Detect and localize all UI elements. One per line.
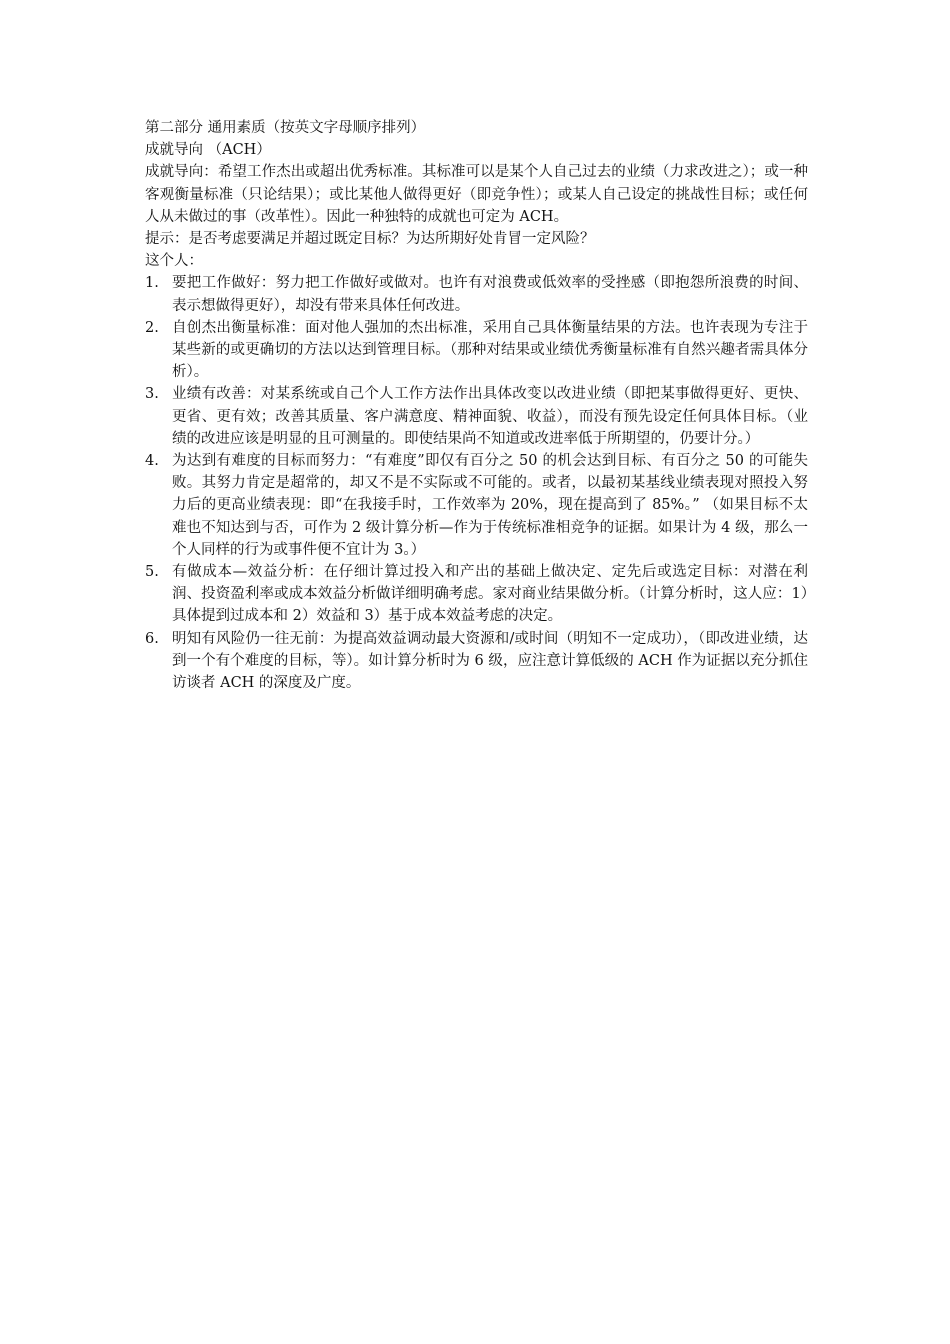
list-item <box>145 628 808 695</box>
hint-line: 提示：是否考虑要满足并超过既定目标？为达所期好处肯冒一定风险？ <box>145 231 595 248</box>
competency-title: 成就导向 （ACH） <box>145 142 271 159</box>
list-item-text: 要把工作做好：努力把工作做好或做对。也许有对浪费或低效率的受挫感（即抱怨所浪费的时间、表示想做得更好），却没有带来具体任何改进。 <box>172 275 808 314</box>
definition-paragraph: 成就导向：希望工作杰出或超出优秀标准。其标准可以是某个人自己过去的业绩（力求改进之）；或一种客观衡量标准（只论结果）；或比某他人做得更好（即竞争性）；或某人自己设定的挑战性目标；或任何人从未做过的事（改革性）。因此一种独特的成就也可定为 ACH。 <box>145 164 808 225</box>
list-item <box>145 272 808 316</box>
list-item <box>145 561 808 628</box>
list-item-number: 2. <box>145 319 159 336</box>
list-item-text: 有做成本—效益分析：在仔细计算过投入和产出的基础上做决定、定先后或选定目标：对潜在利润、投资盈利率或成本效益分析做详细明确考虑。家对商业结果做分析。（计算分析时，这人应：1）具体提到过成本和 2）效益和 3）基于成本效益考虑的决定。 <box>172 564 808 625</box>
list-item-number: 6. <box>145 630 159 647</box>
list-item <box>145 450 808 561</box>
list-item-number: 1. <box>145 275 159 292</box>
list-item-text: 明知有风险仍一往无前：为提高效益调动最大资源和/或时间（明知不一定成功），（即改进业绩，达到一个有个难度的目标，等）。如计算分析时为 6 级，应注意计算低级的 ACH 作为证据以充分抓住访谈者 ACH 的深度及广度。 <box>172 630 808 692</box>
section-title: 第二部分 通用素质（按英文字母顺序排列） <box>145 120 426 136</box>
list-item-number: 4. <box>145 453 159 470</box>
list-item-text: 为达到有难度的目标而努力：“有难度”即仅有百分之 50 的机会达到目标、有百分之 50 的可能失败。其努力肯定是超常的，却又不是不实际或不可能的。或者，以最初某基线业绩表现对照投入努力后的更高业绩表现：即“在我接手时，工作效率为 20%，现在提高到了 85%。” （如果目标不太难也不知达到与否，可作为 2 级计算分析—作为于传统标准相竞争的证据。如果计为 4 级，那么一个人同样的行为或事件便不宜计为 3。） <box>172 453 808 558</box>
behavior-level-list <box>145 272 808 694</box>
list-item-text: 自创杰出衡量标准：面对他人强加的杰出标准，采用自己具体衡量结果的方法。也许表现为专注于某些新的或更确切的方法以达到管理目标。（那种对结果或业绩优秀衡量标准有自然兴趣者需具体分析）。 <box>172 319 808 381</box>
list-item <box>145 383 808 450</box>
list-item-number: 3. <box>145 386 159 403</box>
document-page <box>145 117 808 694</box>
list-item-number: 5. <box>145 564 159 581</box>
list-item-text: 业绩有改善：对某系统或自己个人工作方法作出具体改变以改进业绩（即把某事做得更好、更快、更省、更有效；改善其质量、客户满意度、精神面貌、收益），而没有预先设定任何具体目标。（业绩的改进应该是明显的且可测量的。即使结果尚不知道或改进率低于所期望的，仍要计分。） <box>172 386 808 447</box>
list-item <box>145 317 808 384</box>
person-label: 这个人： <box>145 253 203 270</box>
